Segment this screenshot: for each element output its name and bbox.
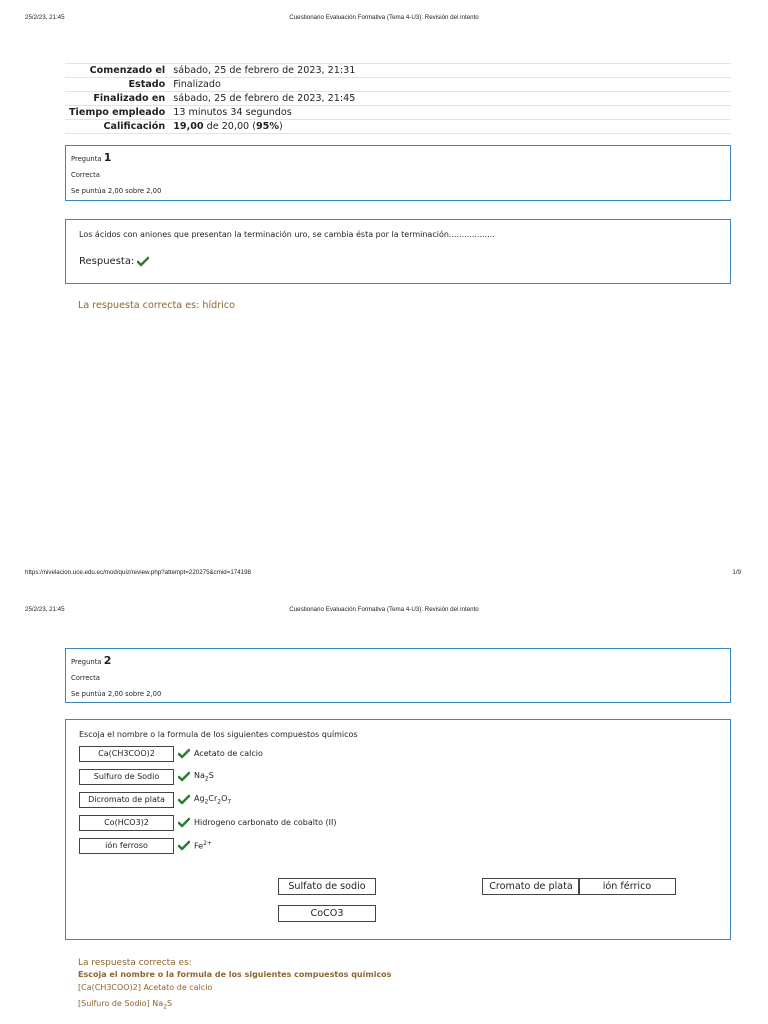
answer-line xyxy=(79,256,717,267)
finished-label: Finalizado en xyxy=(65,92,169,106)
summary-row-finished xyxy=(65,92,731,106)
print-date: 25/2/23, 21:45 xyxy=(25,14,65,21)
question-1-info xyxy=(65,145,731,201)
feedback-part: [Sulfuro de Sodio] Na xyxy=(78,999,164,1008)
check-icon xyxy=(178,748,190,759)
drop-zone[interactable]: Ca(CH3COO)2 xyxy=(79,746,174,762)
match-row xyxy=(79,742,717,765)
question-mark: Se puntúa 2,00 sobre 2,00 xyxy=(71,690,162,698)
feedback-subscript: 2 xyxy=(163,1003,168,1011)
summary-row-time xyxy=(65,106,731,120)
question-mark: Se puntúa 2,00 sobre 2,00 xyxy=(71,187,162,195)
summary-row-grade xyxy=(65,120,731,134)
grade-percent-open: ( xyxy=(252,121,256,132)
state-value: Finalizado xyxy=(169,78,731,92)
drop-zone[interactable]: Dicromato de plata xyxy=(79,792,174,808)
question-1-content xyxy=(65,219,731,284)
match-row xyxy=(79,834,717,857)
grade-of: de 20,00 xyxy=(206,121,250,132)
print-header-2 xyxy=(25,606,743,613)
finished-value: sábado, 25 de febrero de 2023, 21:45 xyxy=(169,92,731,106)
drop-zone[interactable]: ión ferroso xyxy=(79,838,174,854)
summary-row-started xyxy=(65,64,731,78)
question-1-feedback: La respuesta correcta es: hídrico xyxy=(78,300,235,311)
question-2-content xyxy=(65,719,731,940)
match-prompt: Acetato de calcio xyxy=(194,749,263,758)
print-header xyxy=(25,14,743,21)
grade-value xyxy=(169,120,731,134)
time-label: Tiempo empleado xyxy=(65,106,169,120)
drop-zone[interactable]: Co(HCO3)2 xyxy=(79,815,174,831)
drag-choice[interactable]: Sulfato de sodio xyxy=(278,878,376,895)
drag-choice[interactable]: ión férrico xyxy=(578,878,676,895)
print-page-number: 1/9 xyxy=(732,569,741,576)
question-label: Pregunta xyxy=(71,658,102,666)
formula-part: S xyxy=(208,770,214,780)
formula-subscript: 2 xyxy=(217,798,222,806)
print-title: Cuestionario Evaluación Formativa (Tema 4-U3): Revisión del intento xyxy=(289,14,479,21)
question-status: Correcta xyxy=(71,674,100,682)
feedback-part: S xyxy=(167,999,173,1008)
feedback-line: [Ca(CH3COO)2] Acetato de calcio xyxy=(78,983,213,992)
question-number: 2 xyxy=(103,654,112,667)
time-value: 13 minutos 34 segundos xyxy=(169,106,731,120)
check-icon xyxy=(137,256,149,267)
question-text: Escoja el nombre o la formula de los siguientes compuestos químicos xyxy=(79,730,358,739)
started-value: sábado, 25 de febrero de 2023, 21:31 xyxy=(169,64,731,78)
feedback-title: La respuesta correcta es: xyxy=(78,958,192,968)
print-url: https://nivelacion.uce.edu.ec/mod/quiz/review.php?attempt=220275&cmid=174198 xyxy=(25,569,251,576)
feedback-line xyxy=(78,996,391,1016)
formula-part: Na xyxy=(194,770,205,780)
question-number: 1 xyxy=(103,151,112,164)
drag-choice[interactable]: CoCO3 xyxy=(278,905,376,922)
match-list xyxy=(79,742,717,857)
grade-percent: 95% xyxy=(255,121,279,132)
print-date: 25/2/23, 21:45 xyxy=(25,606,65,613)
drag-choice[interactable]: Cromato de plata xyxy=(482,878,580,895)
question-status: Correcta xyxy=(71,171,100,179)
grade-percent-close: ) xyxy=(278,121,283,132)
started-label: Comenzado el xyxy=(65,64,169,78)
question-2-feedback xyxy=(78,958,391,1016)
check-icon xyxy=(178,794,190,805)
formula-part: Ag xyxy=(194,793,205,803)
formula-subscript: 7 xyxy=(227,798,232,806)
drop-zone[interactable]: Sulfuro de Sodio xyxy=(79,769,174,785)
match-row xyxy=(79,765,717,788)
match-prompt xyxy=(194,771,214,783)
question-text: Los ácidos con aniones que presentan la terminación uro, se cambia ésta por la terminación.................. xyxy=(79,230,495,239)
grade-label: Calificación xyxy=(65,120,169,134)
state-label: Estado xyxy=(65,78,169,92)
formula-part: O xyxy=(221,793,228,803)
check-icon xyxy=(178,840,190,851)
check-icon xyxy=(178,771,190,782)
formula-part: Cr xyxy=(208,793,218,803)
formula-part: Fe xyxy=(194,841,204,851)
match-prompt xyxy=(194,840,212,851)
formula-subscript: 2 xyxy=(204,775,209,783)
match-row xyxy=(79,811,717,834)
match-row xyxy=(79,788,717,811)
check-icon xyxy=(178,817,190,828)
feedback-question: Escoja el nombre o la formula de los siguientes compuestos químicos xyxy=(78,970,392,979)
answer-label: Respuesta: xyxy=(79,256,135,267)
match-prompt: Hidrogeno carbonato de cobalto (II) xyxy=(194,818,337,827)
formula-superscript: 2+ xyxy=(203,840,212,848)
attempt-summary-table xyxy=(65,63,731,134)
grade-score: 19,00 xyxy=(173,121,204,132)
print-title: Cuestionario Evaluación Formativa (Tema 4-U3): Revisión del intento xyxy=(289,606,479,613)
summary-row-state xyxy=(65,78,731,92)
print-footer xyxy=(25,569,741,576)
question-label: Pregunta xyxy=(71,155,102,163)
match-prompt xyxy=(194,794,231,806)
question-2-info xyxy=(65,648,731,703)
formula-subscript: 2 xyxy=(204,798,209,806)
